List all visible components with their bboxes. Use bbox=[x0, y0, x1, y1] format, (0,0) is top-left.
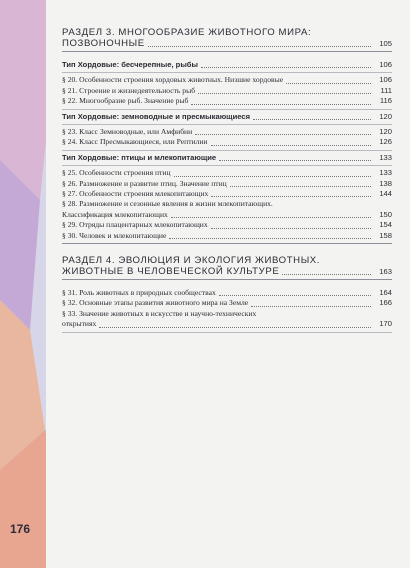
type-heading: Тип Хордовые: земноводные и пресмыкающиеся bbox=[62, 111, 251, 121]
dot-leader bbox=[219, 295, 371, 296]
toc-entry bbox=[62, 127, 392, 137]
type-heading-row bbox=[62, 153, 392, 163]
dot-leader bbox=[201, 67, 371, 68]
entry-page: 144 bbox=[379, 188, 392, 198]
section-4-page: 163 bbox=[379, 266, 392, 276]
entry-page: 158 bbox=[379, 230, 392, 240]
entry-page: 154 bbox=[379, 220, 392, 230]
divider bbox=[62, 165, 392, 166]
entry-page: 150 bbox=[379, 209, 392, 219]
dot-leader bbox=[191, 104, 371, 105]
dot-leader bbox=[282, 274, 371, 275]
toc-entry bbox=[62, 86, 392, 96]
dot-leader bbox=[211, 228, 371, 229]
section-4-row bbox=[62, 267, 392, 277]
entry-title: § 26. Размножение и развитие птиц. Значение птиц bbox=[62, 178, 227, 188]
entry-title: § 25. Особенности строения птиц bbox=[62, 168, 171, 178]
dot-leader bbox=[171, 217, 371, 218]
divider bbox=[62, 72, 392, 73]
dot-leader bbox=[169, 238, 371, 239]
dot-leader bbox=[195, 134, 371, 135]
toc-entry bbox=[62, 319, 392, 329]
toc-entry bbox=[62, 189, 392, 199]
toc-entry bbox=[62, 179, 392, 189]
type-heading-row bbox=[62, 60, 392, 70]
toc-entry bbox=[62, 231, 392, 241]
dot-leader bbox=[219, 160, 371, 161]
page-number: 176 bbox=[10, 522, 31, 536]
entry-title-line2: открытиях bbox=[62, 319, 97, 329]
entry-page: 126 bbox=[379, 137, 392, 147]
toc-entry bbox=[62, 137, 392, 147]
type-heading: Тип Хордовые: птицы и млекопитающие bbox=[62, 152, 217, 162]
entry-title: § 29. Отряды плацентарных млекопитающих bbox=[62, 220, 208, 230]
dot-leader bbox=[286, 83, 371, 84]
type-heading-page: 120 bbox=[379, 111, 392, 121]
toc-entry bbox=[62, 210, 392, 220]
toc-entry bbox=[62, 288, 392, 298]
toc-entry bbox=[62, 168, 392, 178]
entry-page: 138 bbox=[379, 178, 392, 188]
entry-title: § 20. Особенности строения хордовых животных. Низшие хордовые bbox=[62, 75, 284, 85]
divider bbox=[62, 332, 392, 333]
section-3-page: 105 bbox=[379, 38, 392, 48]
entry-page: 133 bbox=[379, 168, 392, 178]
dot-leader bbox=[211, 196, 371, 197]
section-3-row bbox=[62, 39, 392, 49]
entry-title: § 27. Особенности строения млекопитающих bbox=[62, 188, 209, 198]
section-3-title: РАЗДЕЛ 3. МНОГООБРАЗИЕ ЖИВОТНОГО МИРА: bbox=[62, 27, 312, 38]
entry-title: § 23. Класс Земноводные, или Амфибии bbox=[62, 126, 193, 136]
section-4-title: РАЗДЕЛ 4. ЭВОЛЮЦИЯ И ЭКОЛОГИЯ ЖИВОТНЫХ. bbox=[62, 255, 321, 266]
divider bbox=[62, 51, 392, 52]
dot-leader bbox=[99, 327, 371, 328]
toc-entry bbox=[62, 220, 392, 230]
entry-title: § 30. Человек и млекопитающие bbox=[62, 230, 167, 240]
dot-leader bbox=[230, 186, 371, 187]
entry-title-line1: § 33. Значение животных в искусстве и научно-технических bbox=[62, 308, 257, 318]
divider bbox=[62, 109, 392, 110]
entry-title: § 31. Роль животных в природных сообществах bbox=[62, 287, 216, 297]
section-3-title-line2: ПОЗВОНОЧНЫЕ bbox=[62, 37, 145, 49]
toc-entry bbox=[62, 298, 392, 308]
section-4-title-line2: ЖИВОТНЫЕ В ЧЕЛОВЕЧЕСКОЙ КУЛЬТУРЕ bbox=[62, 265, 280, 277]
type-heading-page: 106 bbox=[379, 59, 392, 69]
entry-page: 120 bbox=[379, 126, 392, 136]
dot-leader bbox=[253, 119, 371, 120]
entry-title: § 32. Основные этапы развития животного мира на Земле bbox=[62, 298, 249, 308]
entry-page: 164 bbox=[379, 287, 392, 297]
type-heading: Тип Хордовые: бесчерепные, рыбы bbox=[62, 59, 198, 69]
type-heading-page: 133 bbox=[379, 152, 392, 162]
divider bbox=[62, 150, 392, 151]
dot-leader bbox=[211, 145, 372, 146]
entry-title-line2: Классификация млекопитающих bbox=[62, 209, 168, 219]
dot-leader bbox=[148, 46, 371, 47]
entry-title: § 22. Многообразие рыб. Значение рыб bbox=[62, 96, 189, 106]
type-heading-row bbox=[62, 112, 392, 122]
divider bbox=[62, 243, 392, 244]
entry-page: 111 bbox=[380, 85, 392, 95]
entry-title: § 24. Класс Пресмыкающиеся, или Рептилии bbox=[62, 137, 208, 147]
entry-page: 106 bbox=[379, 75, 392, 85]
toc-entry bbox=[62, 96, 392, 106]
divider bbox=[62, 279, 392, 280]
entry-title: § 21. Строение и жизнедеятельность рыб bbox=[62, 85, 196, 95]
entry-title-line1: § 28. Размножение и сезонные явления в жизни млекопитающих. bbox=[62, 199, 273, 209]
dot-leader bbox=[174, 176, 371, 177]
dot-leader bbox=[251, 306, 371, 307]
toc-entry bbox=[62, 75, 392, 85]
table-of-contents bbox=[62, 27, 392, 335]
entry-page: 166 bbox=[379, 298, 392, 308]
dot-leader bbox=[198, 93, 371, 94]
divider bbox=[62, 124, 392, 125]
entry-page: 170 bbox=[379, 319, 392, 329]
entry-page: 116 bbox=[379, 96, 392, 106]
